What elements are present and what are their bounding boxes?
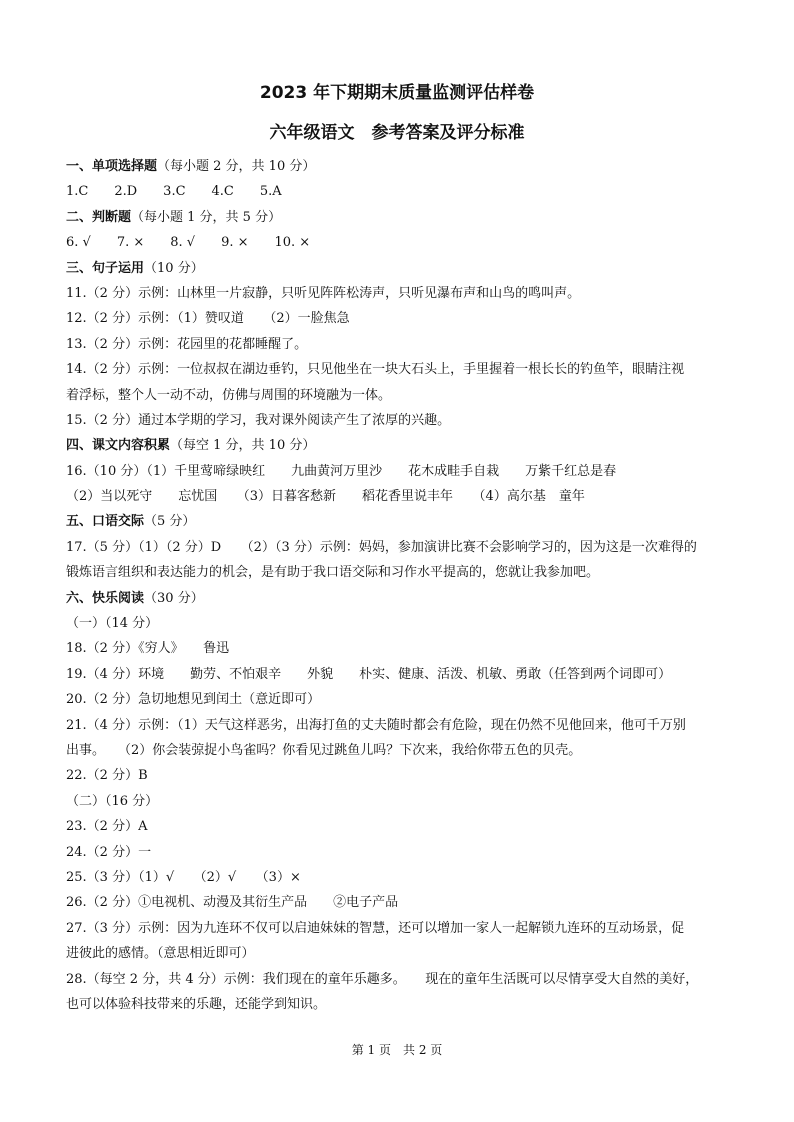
answer-line: 22.（2 分）B [66, 768, 148, 784]
section-score-note: （每小题 1 分，共 5 分） [131, 209, 282, 225]
section-heading-text-accumulation: 四、课文内容积累（每空 1 分，共 10 分） [66, 438, 316, 454]
answer-line: 14.（2 分）示例：一位叔叔在湖边垂钓，只见他坐在一块大石头上，手里握着一根长长的钓鱼竿，眼睛注视 [66, 362, 685, 378]
answer-line: 1.C 2.D 3.C 4.C 5.A [66, 184, 282, 200]
section-heading-true-false: 二、判断题（每小题 1 分，共 5 分） [66, 209, 282, 225]
section-score-note: （10 分） [144, 260, 204, 276]
answer-line: 也可以体验科技带来的乐趣，还能学到知识。 [66, 996, 327, 1012]
answer-line: 6. √ 7. × 8. √ 9. × 10. × [66, 235, 311, 251]
answer-line: 19.（4 分）环境 勤劳、不怕艰辛 外貌 朴实、健康、活泼、机敏、勇敢（任答到两个词即可） [66, 666, 672, 682]
answer-line: 15.（2 分）通过本学期的学习，我对课外阅读产生了浓厚的兴趣。 [66, 412, 451, 428]
answer-line: 12.（2 分）示例：（1）赞叹道 （2）一脸焦急 [66, 311, 350, 327]
section-heading-single-choice: 一、单项选择题（每小题 2 分，共 10 分） [66, 159, 316, 174]
answer-line: 20.（2 分）急切地想见到闰土（意近即可） [66, 692, 321, 708]
answer-line: 18.（2 分）《穷人》 鲁迅 [66, 641, 230, 657]
section-score-note: （每小题 2 分，共 10 分） [157, 159, 316, 174]
answer-line: 26.（2 分）①电视机、动漫及其衍生产品 ②电子产品 [66, 895, 399, 911]
section-heading-sentence-use: 三、句子运用（10 分） [66, 260, 204, 276]
answer-line: 锻炼语言组织和表达能力的机会，是有助于我口语交际和习作水平提高的，您就让我参加吧。 [66, 565, 600, 581]
section-score-note: （5 分） [144, 514, 196, 530]
answer-line: 28.（每空 2 分，共 4 分）示例：我们现在的童年乐趣多。 现在的童年生活既可以尽情享受大自然的美好， [66, 971, 699, 987]
answer-line: 13.（2 分）示例：花园里的花都睡醒了。 [66, 336, 308, 352]
subsection-heading: （一）（14 分） [66, 616, 159, 632]
answer-line: 21.（4 分）示例：（1）天气这样恶劣，出海打鱼的丈夫随时都会有危险，现在仍然不见他回来，他可千万别 [66, 717, 686, 733]
answer-line: 25.（3 分）（1）√ （2）√ （3）× [66, 869, 301, 885]
page-number-footer: 第 1 页 共 2 页 [351, 1043, 443, 1057]
answer-line: 着浮标，整个人一动不动，仿佛与周围的环境融为一体。 [66, 387, 392, 403]
exam-subtitle: 六年级语文 参考答案及评分标准 [269, 123, 525, 143]
answer-line: 17.（5 分）（1）（2 分）D （2）（3 分）示例：妈妈，参加演讲比赛不会影响学习的，因为这是一次难得的 [66, 539, 697, 555]
answer-line: 出事。 （2）你会装弶捉小鸟雀吗？你看见过跳鱼儿吗？下次来，我给你带五色的贝壳。 [66, 742, 582, 758]
answer-line: 27.（3 分）示例：因为九连环不仅可以启迪妹妹的智慧，还可以增加一家人一起解锁九连环的互动场景，促 [66, 920, 685, 936]
answer-line: 进彼此的感情。（意思相近即可） [66, 946, 255, 962]
answer-line: （2）当以死守 忘忧国 （3）日暮客愁新 稻花香里说丰年 （4）高尔基 童年 [66, 489, 585, 505]
section-heading-oral-communication: 五、口语交际（5 分） [66, 514, 196, 530]
answer-line: 16.（10 分）（1）千里莺啼绿映红 九曲黄河万里沙 花木成畦手自栽 万紫千红总是春 [66, 463, 617, 479]
subsection-heading: （二）（16 分） [66, 793, 159, 809]
section-score-note: （30 分） [144, 590, 204, 606]
answer-line: 23.（2 分）A [66, 819, 148, 835]
answer-line: 11.（2 分）示例：山林里一片寂静，只听见阵阵松涛声，只听见瀑布声和山鸟的鸣叫声。 [66, 285, 581, 301]
answer-line: 24.（2 分）一 [66, 844, 152, 860]
exam-title: 2023 年下期期末质量监测评估样卷 [259, 83, 535, 103]
answer-content [66, 154, 736, 1017]
section-heading-reading: 六、快乐阅读（30 分） [66, 590, 204, 606]
section-score-note: （每空 1 分，共 10 分） [170, 438, 316, 454]
